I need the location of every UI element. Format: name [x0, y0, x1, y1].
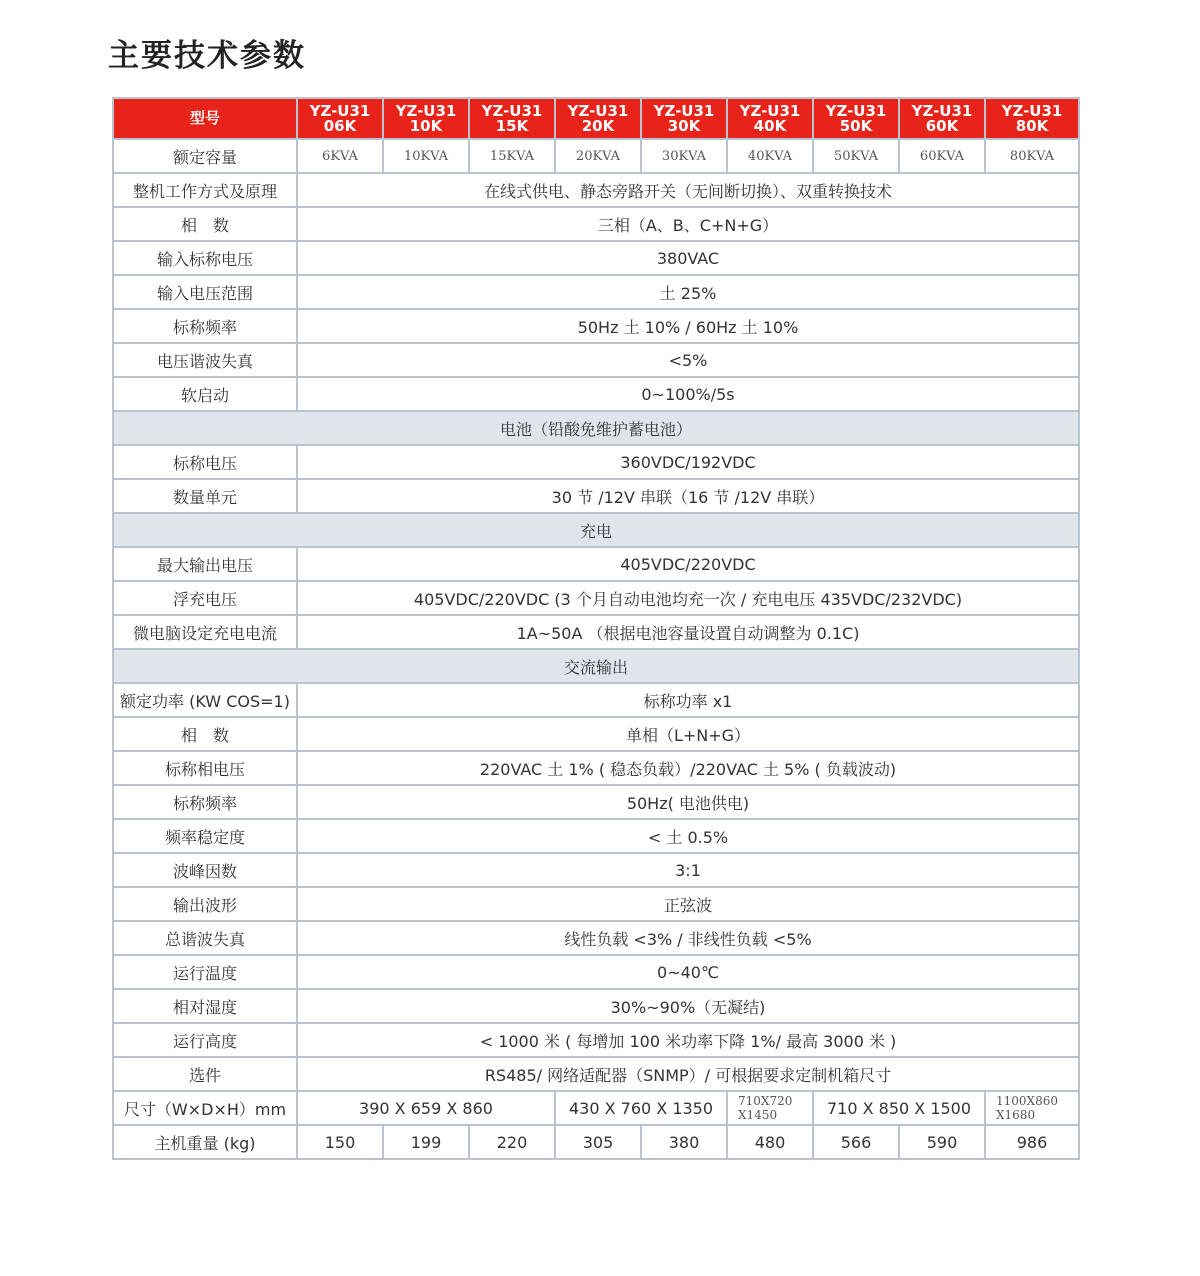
spec-row	[113, 717, 1079, 751]
section-row-charging	[113, 513, 1079, 547]
row-label: 标称电压	[113, 445, 297, 479]
row-label: 标称频率	[113, 785, 297, 819]
spec-row	[113, 547, 1079, 581]
spec-row	[113, 581, 1079, 615]
model-cell: YZ-U31 15K	[469, 98, 555, 139]
row-label: 输出波形	[113, 887, 297, 921]
row-label: 数量单元	[113, 479, 297, 513]
spec-row	[113, 479, 1079, 513]
spec-row	[113, 989, 1079, 1023]
row-label: 输入电压范围	[113, 275, 297, 309]
spec-row	[113, 921, 1079, 955]
row-label: 输入标称电压	[113, 241, 297, 275]
row-label: 额定容量	[113, 139, 297, 173]
spec-row	[113, 751, 1079, 785]
spec-row	[113, 173, 1079, 207]
row-label: 相 数	[113, 717, 297, 751]
row-label: 电压谐波失真	[113, 343, 297, 377]
weight-cell: 480	[727, 1125, 813, 1159]
capacity-cell: 15KVA	[469, 139, 555, 173]
row-label: 额定功率 (KW COS=1)	[113, 683, 297, 717]
model-cell: YZ-U31 80K	[985, 98, 1079, 139]
spec-row	[113, 343, 1079, 377]
model-cell: YZ-U31 30K	[641, 98, 727, 139]
weight-cell: 220	[469, 1125, 555, 1159]
weight-cell: 566	[813, 1125, 899, 1159]
row-value: 380VAC	[297, 241, 1079, 275]
row-value: 3:1	[297, 853, 1079, 887]
model-cell: YZ-U31 40K	[727, 98, 813, 139]
section-title: 充电	[113, 513, 1079, 547]
row-value: < 1000 米 ( 每增加 100 米功率下降 1%/ 最高 3000 米 )	[297, 1023, 1079, 1057]
model-cell: YZ-U31 20K	[555, 98, 641, 139]
spec-row	[113, 445, 1079, 479]
spec-row	[113, 615, 1079, 649]
spec-row	[113, 1057, 1079, 1091]
row-label: 标称频率	[113, 309, 297, 343]
section-row-ac-output	[113, 649, 1079, 683]
spec-row	[113, 819, 1079, 853]
dimension-cell: 710 X 850 X 1500	[813, 1091, 985, 1125]
dimension-cell: 430 X 760 X 1350	[555, 1091, 727, 1125]
row-value: 405VDC/220VDC (3 个月自动电池均充一次 / 充电电压 435VDC/232VDC)	[297, 581, 1079, 615]
row-value: 0~100%/5s	[297, 377, 1079, 411]
row-value: 在线式供电、静态旁路开关（无间断切换）、双重转换技术	[297, 173, 1079, 207]
spec-row	[113, 1023, 1079, 1057]
row-value: 正弦波	[297, 887, 1079, 921]
row-label: 微电脑设定充电电流	[113, 615, 297, 649]
model-label: 型号	[113, 98, 297, 139]
spec-row	[113, 683, 1079, 717]
capacity-cell: 20KVA	[555, 139, 641, 173]
spec-row	[113, 309, 1079, 343]
section-row-battery	[113, 411, 1079, 445]
row-label: 波峰因数	[113, 853, 297, 887]
header-row	[113, 98, 1079, 139]
row-value: 50Hz( 电池供电)	[297, 785, 1079, 819]
model-cell: YZ-U31 50K	[813, 98, 899, 139]
row-value: 360VDC/192VDC	[297, 445, 1079, 479]
weight-cell: 590	[899, 1125, 985, 1159]
weight-cell: 199	[383, 1125, 469, 1159]
row-label: 运行温度	[113, 955, 297, 989]
row-value: 单相（L+N+G）	[297, 717, 1079, 751]
spec-row	[113, 207, 1079, 241]
spec-row	[113, 275, 1079, 309]
model-cell: YZ-U31 06K	[297, 98, 383, 139]
model-cell: YZ-U31 60K	[899, 98, 985, 139]
row-value: 405VDC/220VDC	[297, 547, 1079, 581]
row-value: 30%~90%（无凝结)	[297, 989, 1079, 1023]
row-value: 220VAC 土 1% ( 稳态负载）/220VAC 土 5% ( 负载波动)	[297, 751, 1079, 785]
dimension-cell: 710X720 X1450	[727, 1091, 813, 1125]
row-label: 总谐波失真	[113, 921, 297, 955]
capacity-cell: 60KVA	[899, 139, 985, 173]
capacity-cell: 10KVA	[383, 139, 469, 173]
dimensions-row	[113, 1091, 1079, 1125]
capacity-cell: 80KVA	[985, 139, 1079, 173]
section-title: 交流输出	[113, 649, 1079, 683]
capacity-cell: 30KVA	[641, 139, 727, 173]
spec-table	[112, 97, 1080, 1160]
page-title: 主要技术参数	[108, 38, 306, 74]
spec-row	[113, 241, 1079, 275]
spec-row	[113, 853, 1079, 887]
spec-row	[113, 887, 1079, 921]
row-label: 整机工作方式及原理	[113, 173, 297, 207]
row-value: 50Hz 土 10% / 60Hz 土 10%	[297, 309, 1079, 343]
spec-row	[113, 955, 1079, 989]
row-label: 软启动	[113, 377, 297, 411]
row-label: 运行高度	[113, 1023, 297, 1057]
dimension-cell: 390 X 659 X 860	[297, 1091, 555, 1125]
row-value: 土 25%	[297, 275, 1079, 309]
section-title: 电池（铅酸免维护蓄电池）	[113, 411, 1079, 445]
weight-cell: 150	[297, 1125, 383, 1159]
row-value: RS485/ 网络适配器（SNMP）/ 可根据要求定制机箱尺寸	[297, 1057, 1079, 1091]
row-value: 30 节 /12V 串联（16 节 /12V 串联）	[297, 479, 1079, 513]
row-value: 标称功率 x1	[297, 683, 1079, 717]
spec-row	[113, 377, 1079, 411]
row-value: 0~40℃	[297, 955, 1079, 989]
row-label: 浮充电压	[113, 581, 297, 615]
model-cell: YZ-U31 10K	[383, 98, 469, 139]
dimension-cell: 1100X860 X1680	[985, 1091, 1079, 1125]
row-value: 1A~50A （根据电池容量设置自动调整为 0.1C)	[297, 615, 1079, 649]
weight-cell: 986	[985, 1125, 1079, 1159]
row-label: 最大输出电压	[113, 547, 297, 581]
row-label: 相对湿度	[113, 989, 297, 1023]
row-value: 三相（A、B、C+N+G）	[297, 207, 1079, 241]
row-label: 频率稳定度	[113, 819, 297, 853]
row-label: 标称相电压	[113, 751, 297, 785]
capacity-cell: 50KVA	[813, 139, 899, 173]
weight-row	[113, 1125, 1079, 1159]
row-value: <5%	[297, 343, 1079, 377]
weight-cell: 380	[641, 1125, 727, 1159]
capacity-cell: 40KVA	[727, 139, 813, 173]
capacity-row	[113, 139, 1079, 173]
row-value: < 土 0.5%	[297, 819, 1079, 853]
weight-cell: 305	[555, 1125, 641, 1159]
row-label: 选件	[113, 1057, 297, 1091]
row-value: 线性负载 <3% / 非线性负载 <5%	[297, 921, 1079, 955]
row-label: 主机重量 (kg)	[113, 1125, 297, 1159]
row-label: 尺寸（W×D×H）mm	[113, 1091, 297, 1125]
capacity-cell: 6KVA	[297, 139, 383, 173]
row-label: 相 数	[113, 207, 297, 241]
spec-row	[113, 785, 1079, 819]
